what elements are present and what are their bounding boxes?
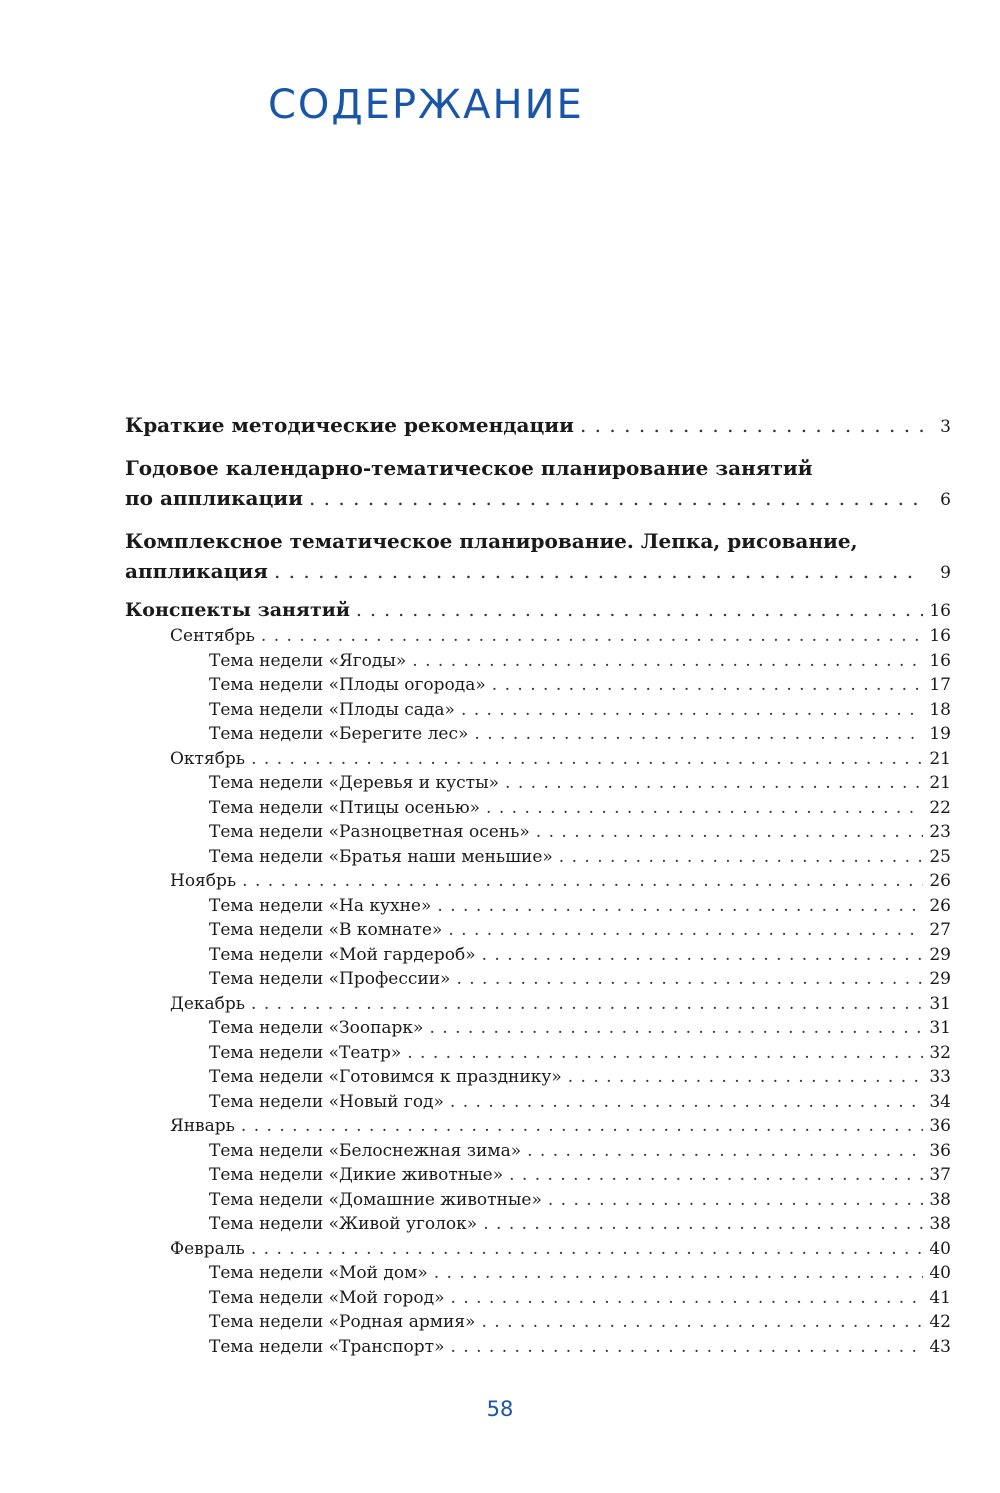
toc-topic-entry[interactable] bbox=[125, 1090, 951, 1115]
toc-topic-entry[interactable] bbox=[125, 796, 951, 821]
toc-entry-page: 29 bbox=[929, 944, 951, 965]
toc-section-entry[interactable] bbox=[125, 597, 951, 624]
toc-major-entry-first-line: Комплексное тематическое планирование. Лепка, рисование, bbox=[125, 529, 858, 553]
toc-topic-entry[interactable] bbox=[125, 845, 951, 870]
toc-entry-page: 23 bbox=[929, 822, 951, 842]
page-title: СОДЕРЖАНИЕ bbox=[268, 82, 584, 128]
dot-leader bbox=[456, 967, 923, 992]
toc-entry-label: Тема недели «В комнате» bbox=[209, 920, 443, 940]
toc-entry-label: Тема недели «Театр» bbox=[209, 1042, 402, 1063]
toc-month-entry[interactable] bbox=[125, 624, 951, 649]
toc-entry-page: 26 bbox=[929, 871, 951, 891]
dot-leader bbox=[434, 1261, 923, 1286]
toc-month-entry[interactable] bbox=[125, 869, 951, 894]
toc-topic-entry[interactable] bbox=[125, 1261, 951, 1286]
toc-entry-label: Тема недели «Транспорт» bbox=[209, 1336, 445, 1357]
dot-leader bbox=[580, 410, 923, 440]
page-number: 58 bbox=[486, 1397, 514, 1421]
dot-leader bbox=[251, 1237, 923, 1262]
toc-entry-label: Тема недели «Плоды огорода» bbox=[209, 675, 486, 695]
toc-entry-label: Тема недели «Разноцветная осень» bbox=[209, 822, 530, 842]
toc-entry-label: Декабрь bbox=[170, 993, 246, 1014]
toc-major-entry[interactable] bbox=[125, 526, 951, 588]
toc-entry-page: 6 bbox=[940, 490, 951, 510]
toc-topic-entry[interactable] bbox=[125, 1139, 951, 1164]
dot-leader bbox=[482, 943, 923, 968]
toc-entry-page: 9 bbox=[940, 563, 951, 583]
toc-entry-label: Тема недели «Новый год» bbox=[209, 1091, 444, 1112]
toc-topic-entry[interactable] bbox=[125, 1286, 951, 1311]
toc-entry-page: 27 bbox=[929, 920, 951, 940]
toc-entry-page: 31 bbox=[929, 993, 951, 1014]
toc-entry-page: 34 bbox=[929, 1091, 951, 1112]
toc-topic-entry[interactable] bbox=[125, 1212, 951, 1237]
toc-entry-label: Тема недели «Дикие животные» bbox=[209, 1165, 504, 1185]
toc-entry-label: Тема недели «Берегите лес» bbox=[209, 724, 469, 744]
toc-entry-page: 16 bbox=[929, 601, 951, 621]
dot-leader bbox=[437, 894, 923, 919]
toc-entry-label: Тема недели «Мой город» bbox=[209, 1287, 445, 1308]
toc-entry-label: Тема недели «Мой гардероб» bbox=[209, 944, 476, 965]
toc-entry-page: 38 bbox=[929, 1189, 951, 1210]
toc-topic-entry[interactable] bbox=[125, 673, 951, 698]
toc-entry-label: Тема недели «Родная армия» bbox=[209, 1312, 476, 1332]
toc-topic-entry[interactable] bbox=[125, 820, 951, 845]
toc-entry-label: Тема недели «Профессии» bbox=[209, 969, 451, 989]
dot-leader bbox=[486, 796, 923, 821]
toc-major-entry-row bbox=[125, 556, 951, 588]
toc-entry-page: 22 bbox=[929, 797, 951, 818]
toc-topic-entry[interactable] bbox=[125, 1310, 951, 1335]
toc-topic-entry[interactable] bbox=[125, 943, 951, 968]
toc-entry-label: Конспекты занятий bbox=[125, 599, 350, 621]
toc-entry-page: 3 bbox=[940, 417, 951, 437]
toc-topic-entry[interactable] bbox=[125, 1335, 951, 1360]
toc-entry-label: Краткие методические рекомендации bbox=[125, 413, 574, 437]
toc-month-entry[interactable] bbox=[125, 992, 951, 1017]
dot-leader bbox=[505, 771, 923, 796]
dot-leader bbox=[261, 624, 923, 649]
dot-leader bbox=[251, 747, 923, 772]
toc-month-entry[interactable] bbox=[125, 747, 951, 772]
dot-leader bbox=[450, 1090, 923, 1115]
dot-leader bbox=[527, 1139, 923, 1164]
toc-topic-entry[interactable] bbox=[125, 918, 951, 943]
toc-entry-page: 38 bbox=[929, 1214, 951, 1234]
toc-entry-label: Тема недели «На кухне» bbox=[209, 895, 432, 916]
toc-entry-page: 36 bbox=[929, 1140, 951, 1161]
toc-entry-label: Тема недели «Живой уголок» bbox=[209, 1214, 478, 1234]
toc-month-entry[interactable] bbox=[125, 1237, 951, 1262]
toc-entry-page: 41 bbox=[929, 1287, 951, 1308]
toc-topic-entry[interactable] bbox=[125, 649, 951, 674]
toc-entry-page: 21 bbox=[929, 773, 951, 793]
toc-topic-entry[interactable] bbox=[125, 698, 951, 723]
toc-entry-label: Тема недели «Плоды сада» bbox=[209, 699, 455, 720]
toc-major-entry[interactable] bbox=[125, 410, 951, 442]
dot-leader bbox=[483, 1212, 923, 1237]
toc-entry-page: 26 bbox=[929, 895, 951, 916]
toc-entry-page: 16 bbox=[929, 650, 951, 671]
dot-leader bbox=[356, 597, 923, 623]
major-sections bbox=[125, 410, 951, 588]
toc-entry-label: Октябрь bbox=[170, 748, 246, 769]
dot-leader bbox=[251, 992, 923, 1017]
dot-leader bbox=[481, 1310, 923, 1335]
dot-leader bbox=[274, 556, 923, 586]
dot-leader bbox=[309, 483, 923, 513]
toc-entry-label: Тема недели «Птицы осенью» bbox=[209, 797, 481, 818]
toc-entry-label: аппликация bbox=[125, 559, 268, 583]
dot-leader bbox=[509, 1163, 923, 1188]
dot-leader bbox=[559, 845, 923, 870]
toc-entry-page: 42 bbox=[929, 1312, 951, 1332]
dot-leader bbox=[568, 1065, 923, 1090]
dot-leader bbox=[492, 673, 923, 698]
toc-entry-page: 17 bbox=[929, 675, 951, 695]
toc-major-entry-row bbox=[125, 410, 951, 442]
toc-entry-label: Тема недели «Белоснежная зима» bbox=[209, 1140, 522, 1161]
toc-entry-page: 32 bbox=[929, 1042, 951, 1063]
toc-topic-entry[interactable] bbox=[125, 967, 951, 992]
dot-leader bbox=[242, 869, 923, 894]
dot-leader bbox=[450, 1335, 923, 1360]
toc-topic-entry[interactable] bbox=[125, 894, 951, 919]
toc-entry-label: Тема недели «Домашние животные» bbox=[209, 1189, 542, 1210]
dot-leader bbox=[461, 698, 923, 723]
toc-major-entry[interactable] bbox=[125, 453, 951, 515]
dot-leader bbox=[429, 1016, 923, 1041]
toc-entry-label: Тема недели «Братья наши меньшие» bbox=[209, 846, 553, 867]
toc-topic-entry[interactable] bbox=[125, 1041, 951, 1066]
toc-entry-page: 40 bbox=[929, 1238, 951, 1259]
toc-entry-label: Тема недели «Ягоды» bbox=[209, 650, 407, 671]
toc-topic-entry[interactable] bbox=[125, 1016, 951, 1041]
toc-entry-label: Февраль bbox=[170, 1238, 245, 1259]
dot-leader bbox=[548, 1188, 923, 1213]
toc-entries bbox=[125, 597, 951, 1359]
toc-entry-label: Тема недели «Деревья и кусты» bbox=[209, 773, 500, 793]
toc-entry-page: 16 bbox=[929, 626, 951, 646]
toc-topic-entry[interactable] bbox=[125, 771, 951, 796]
toc-month-entry[interactable] bbox=[125, 1114, 951, 1139]
dot-leader bbox=[241, 1114, 923, 1139]
toc-topic-entry[interactable] bbox=[125, 1188, 951, 1213]
dot-leader bbox=[536, 820, 923, 845]
toc-entry-page: 21 bbox=[929, 748, 951, 769]
toc-entry-page: 36 bbox=[929, 1116, 951, 1136]
dot-leader bbox=[412, 649, 923, 674]
toc-entry-page: 18 bbox=[929, 699, 951, 720]
table-of-contents bbox=[125, 410, 951, 1359]
toc-entry-label: Январь bbox=[170, 1116, 235, 1136]
toc-entry-label: по аппликации bbox=[125, 486, 303, 510]
toc-entry-page: 40 bbox=[929, 1263, 951, 1283]
toc-entry-page: 43 bbox=[929, 1336, 951, 1357]
toc-entry-page: 31 bbox=[929, 1018, 951, 1038]
toc-entry-label: Ноябрь bbox=[170, 871, 237, 891]
toc-entry-label: Сентябрь bbox=[170, 626, 255, 646]
dot-leader bbox=[451, 1286, 923, 1311]
toc-entry-page: 37 bbox=[929, 1165, 951, 1185]
dot-leader bbox=[407, 1041, 923, 1066]
toc-topic-entry[interactable] bbox=[125, 722, 951, 747]
toc-entry-page: 33 bbox=[929, 1067, 951, 1087]
dot-leader bbox=[448, 918, 923, 943]
toc-major-entry-first-line: Годовое календарно-тематическое планирование занятий bbox=[125, 456, 813, 480]
toc-entry-page: 25 bbox=[929, 846, 951, 867]
toc-entry-label: Тема недели «Зоопарк» bbox=[209, 1018, 424, 1038]
toc-entry-page: 29 bbox=[929, 969, 951, 989]
dot-leader bbox=[474, 722, 923, 747]
toc-topic-entry[interactable] bbox=[125, 1065, 951, 1090]
toc-entry-label: Тема недели «Мой дом» bbox=[209, 1263, 428, 1283]
toc-entry-label: Тема недели «Готовимся к празднику» bbox=[209, 1067, 562, 1087]
toc-entry-page: 19 bbox=[929, 724, 951, 744]
toc-major-entry-row bbox=[125, 483, 951, 515]
toc-topic-entry[interactable] bbox=[125, 1163, 951, 1188]
